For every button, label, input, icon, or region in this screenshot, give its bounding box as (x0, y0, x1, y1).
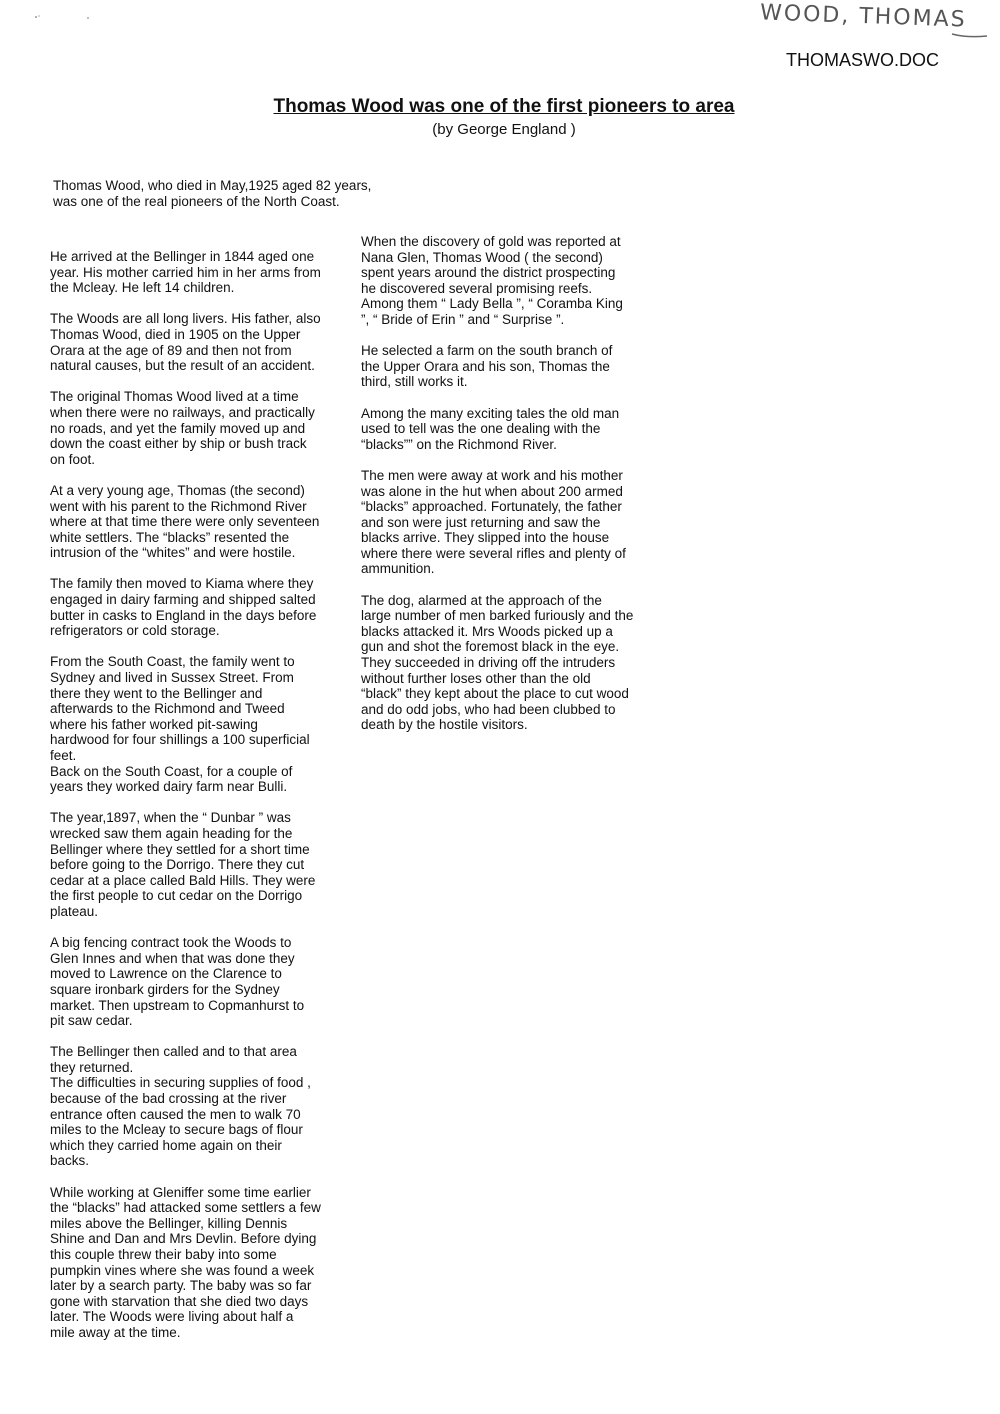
left-column (50, 249, 340, 1356)
right-column (361, 234, 651, 749)
paragraph: From the South Coast, the family went to Sydney and lived in Sussex Street. From there they went to the Bellinger and afterwards to the Richmond and Tweed where his father worked pit-sawing hardwood for four shillings a 100 superficial feet. Back on the South Coast, for a couple of years they worked dairy farm near Bulli. (50, 654, 310, 795)
handwritten-underline-mark (762, 30, 992, 42)
paragraph: A big fencing contract took the Woods to Glen Innes and when that was done they moved to Lawrence on the Clarence to square ironbark girders for the Sydney market. Then upstream to Copmanhurst to pit saw cedar. (50, 935, 305, 1029)
handwritten-name-note: WOOD, THOMAS (759, 0, 967, 33)
article-byline: (by George England ) (432, 121, 576, 138)
paragraph: The Woods are all long livers. His father, also Thomas Wood, died in 1905 on the Upper Orara at the age of 89 and then not from natural causes, but the result of an accident. (50, 311, 321, 374)
paragraph: When the discovery of gold was reported at Nana Glen, Thomas Wood ( the second) spent years around the district prospecting he discovered several promising reefs. Among them “ Lady Bella ”, “ Coramba King ”, “ Bride of Erin ” and “ Surprise ”. (361, 234, 623, 327)
paragraph: While working at Gleniffer some time earlier the “blacks” had attacked some settlers a few miles above the Bellinger, killing Dennis Shine and Dan and Mrs Devlin. Before dying this couple threw their baby into some pumpkin vines where she was found a week later by a search party. The baby was so far gone with starvation that she died two days later. The Woods were living about half a mile away at the time. (50, 1184, 321, 1340)
paragraph: The dog, alarmed at the approach of the large number of men barked furiously and the blacks attacked it. Mrs Woods picked up a gun and shot the foremost black in the eye. They succeeded in driving off the intruders without further loses other than the old “black” they kept about the place to cut wood and do odd jobs, who had been clubbed to death by the hostile visitors. (361, 592, 634, 733)
paragraph: Among the many exciting tales the old man used to tell was the one dealing with the “blacks”” on the Richmond River. (361, 405, 620, 452)
article-intro: Thomas Wood, who died in May,1925 aged 82 years, was one of the real pioneers of the North Coast. (53, 178, 372, 209)
paragraph: The family then moved to Kiama where they engaged in dairy farming and shipped salted butter in casks to England in the days before refrigerators or cold storage. (50, 576, 317, 639)
paragraph: The original Thomas Wood lived at a time when there were no railways, and practically no roads, and yet the family moved up and down the coast either by ship or bush track on foot. (50, 389, 315, 467)
paragraph: The Bellinger then called and to that area they returned. The difficulties in securing supplies of food , because of the bad crossing at the river entrance often caused the men to walk 70 miles to the Mcleay to secure bags of flour which they carried home again on their backs. (50, 1044, 311, 1169)
paragraph: The men were away at work and his mother was alone in the hut when about 200 armed “blacks” approached. Fortunately, the father and son were just returning and saw the blacks arrive. They slipped into the house where there were several rifles and plenty of ammunition. (361, 467, 626, 577)
paragraph: He arrived at the Bellinger in 1844 aged one year. His mother carried him in her arms from the Mcleay. He left 14 children. (50, 249, 321, 296)
article-title: Thomas Wood was one of the first pioneers to area (273, 96, 735, 117)
document-filename: THOMASWO.DOC (786, 50, 939, 70)
paragraph: At a very young age, Thomas (the second) went with his parent to the Richmond River where at that time there were only seventeen white settlers. The “blacks” resented the intrusion of the “whites” and were hostile. (50, 482, 320, 561)
paragraph: He selected a farm on the south branch of the Upper Orara and his son, Thomas the third, still works it. (361, 343, 613, 390)
scan-speck-mark (32, 12, 92, 22)
paragraph: The year,1897, when the “ Dunbar ” was wrecked saw them again heading for the Bellinger where they settled for a short time before going to the Dorrigo. There they cut cedar at a place called Bald Hills. They were the first people to cut cedar on the Dorrigo plateau. (50, 810, 316, 919)
